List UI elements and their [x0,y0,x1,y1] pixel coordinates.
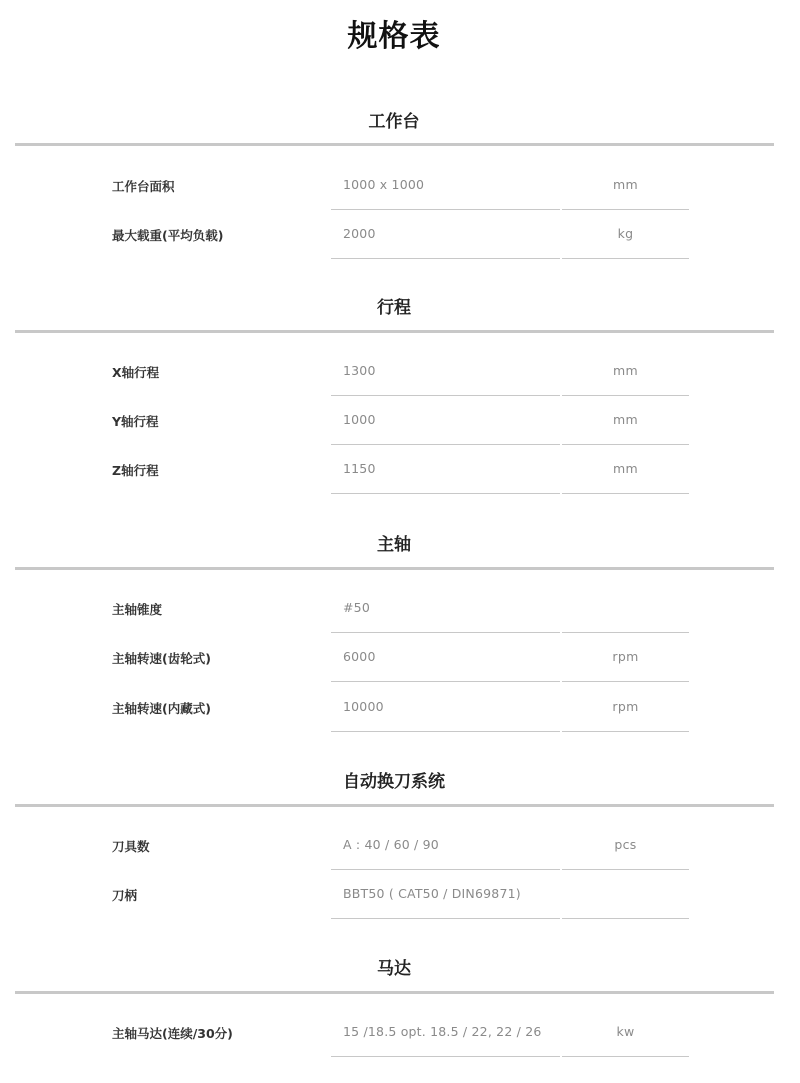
spec-value: 6000 [343,649,376,664]
spec-row [0,683,800,732]
spec-unit: rpm [612,649,639,664]
spec-unit-cell [562,870,689,919]
spec-unit: mm [613,363,638,378]
spec-label: 主轴转速(内藏式) [112,701,211,716]
spec-unit: kw [616,1024,635,1039]
spec-label: 主轴转速(齿轮式) [112,651,211,666]
spec-unit-cell [562,396,689,445]
spec-row [0,1008,800,1057]
section-title: 工作台 [368,112,420,132]
spec-label: Z轴行程 [112,463,159,478]
spec-value: 1000 x 1000 [343,177,425,192]
spec-value: 1300 [343,363,376,378]
section-divider [15,991,774,994]
spec-row [0,347,800,396]
spec-value-cell [331,584,560,633]
spec-value: 15 /18.5 opt. 18.5 / 22, 22 / 26 [343,1024,542,1039]
spec-label: Y轴行程 [112,414,159,429]
page-title: 规格表 [347,19,441,54]
spec-row [0,445,800,494]
section-title: 行程 [377,298,411,318]
spec-label: 刀柄 [112,888,138,903]
spec-row [0,396,800,445]
spec-value: 2000 [343,226,376,241]
section-title: 主轴 [377,535,411,555]
section-divider [15,330,774,333]
spec-value: BBT50 ( CAT50 / DIN69871) [343,886,521,901]
spec-label: 最大载重(平均负载) [112,228,224,243]
spec-unit: pcs [614,837,637,852]
section-spindle [0,532,800,716]
section-title: 自动换刀系统 [343,772,445,792]
section-divider [15,804,774,807]
spec-value: 1150 [343,461,376,476]
spec-label: X轴行程 [112,365,160,380]
spec-value-cell [331,821,560,870]
spec-row [0,870,800,919]
spec-unit-cell [562,161,689,210]
spec-row [0,210,800,259]
spec-unit: rpm [612,699,639,714]
spec-label: 主轴锥度 [112,602,163,617]
spec-value: 1000 [343,412,376,427]
spec-unit-cell [562,821,689,870]
spec-unit-cell [562,210,689,259]
spec-unit-cell [562,347,689,396]
spec-unit: mm [613,412,638,427]
section-travel [0,295,800,478]
spec-value-cell [331,210,560,259]
spec-value-cell [331,396,560,445]
section-title: 马达 [377,959,411,979]
section-divider [15,567,774,570]
spec-value: A : 40 / 60 / 90 [343,837,439,852]
section-worktable [0,109,800,243]
spec-label: 主轴马达(连续/30分) [112,1026,233,1041]
spec-unit: mm [613,177,638,192]
spec-value-cell [331,870,560,919]
spec-unit: kg [617,226,634,241]
spec-unit-cell [562,445,689,494]
spec-row [0,584,800,633]
spec-unit-cell [562,633,689,682]
spec-value-cell [331,445,560,494]
spec-value-cell [331,161,560,210]
spec-value-cell [331,347,560,396]
spec-value-cell [331,683,560,732]
spec-unit: mm [613,461,638,476]
spec-unit-cell [562,1008,689,1057]
spec-unit-cell [562,683,689,732]
section-atc [0,769,800,903]
spec-label: 工作台面积 [112,179,175,194]
spec-row [0,161,800,210]
section-divider [15,143,774,146]
spec-value-cell [331,1008,560,1057]
spec-unit-cell [562,584,689,633]
spec-row [0,633,800,682]
spec-value: #50 [343,600,370,615]
spec-value-cell [331,633,560,682]
spec-row [0,821,800,870]
spec-value: 10000 [343,699,384,714]
section-motor [0,956,800,1041]
spec-label: 刀具数 [112,839,150,854]
